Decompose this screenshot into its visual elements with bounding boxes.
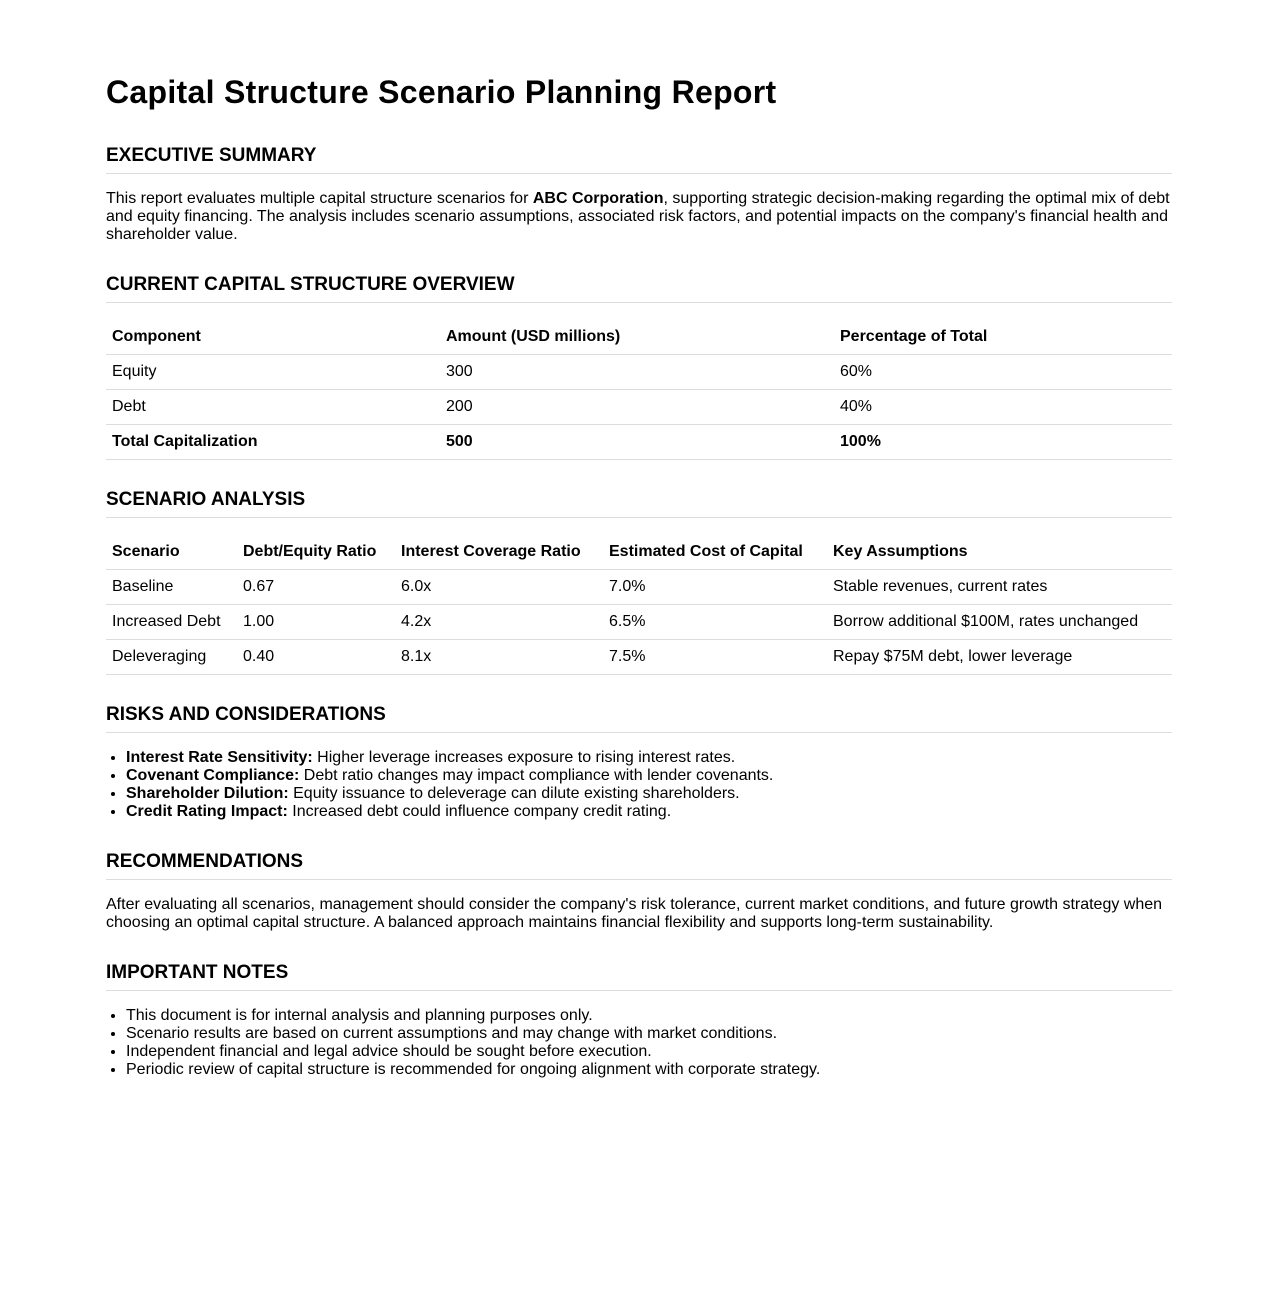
risk-label: Credit Rating Impact: [126, 803, 288, 820]
scenario-analysis-section [106, 489, 1172, 675]
table-cell: 0.40 [237, 640, 395, 675]
table-row [106, 390, 1172, 425]
table-header-row [106, 319, 1172, 355]
list-item [126, 749, 1172, 767]
recommendations-heading: RECOMMENDATIONS [106, 851, 1172, 880]
list-item: • Independent financial and legal advice should be sought before execution. [126, 1043, 1172, 1061]
current-structure-heading: CURRENT CAPITAL STRUCTURE OVERVIEW [106, 274, 1172, 303]
table-cell: Baseline [106, 570, 237, 605]
table-row [106, 570, 1172, 605]
table-cell: 0.67 [237, 570, 395, 605]
column-header: Amount (USD millions) [440, 319, 834, 355]
summary-text-after: , supporting strategic decision-making regarding the optimal mix of debt and equity financing. The analysis includes scenario assumptions, associated risk factors, and potential impacts on the company's financial health and shareholder value. [106, 190, 1170, 243]
notes-heading: IMPORTANT NOTES [106, 962, 1172, 991]
list-item [126, 767, 1172, 785]
total-row [106, 425, 1172, 460]
table-cell: 6.5% [603, 605, 827, 640]
risks-heading: RISKS AND CONSIDERATIONS [106, 704, 1172, 733]
risks-list [106, 749, 1172, 821]
table-cell: 500 [440, 425, 834, 460]
list-item: • This document is for internal analysis and planning purposes only. [126, 1007, 1172, 1025]
table-cell: Borrow additional $100M, rates unchanged [827, 605, 1172, 640]
table-cell: Equity [106, 355, 440, 390]
risk-text: Debt ratio changes may impact compliance with lender covenants. [299, 767, 774, 784]
table-cell: Debt [106, 390, 440, 425]
table-row [106, 355, 1172, 390]
risk-text: Higher leverage increases exposure to rising interest rates. [312, 749, 736, 766]
page-title: Capital Structure Scenario Planning Report [106, 74, 777, 110]
table-cell: Deleveraging [106, 640, 237, 675]
current-structure-section [106, 274, 1172, 460]
column-header: Key Assumptions [827, 534, 1172, 570]
table-cell: Stable revenues, current rates [827, 570, 1172, 605]
table-cell: 6.0x [395, 570, 603, 605]
column-header: Debt/Equity Ratio [237, 534, 395, 570]
executive-summary-heading: EXECUTIVE SUMMARY [106, 145, 1172, 174]
table-cell: 7.0% [603, 570, 827, 605]
table-cell: 1.00 [237, 605, 395, 640]
column-header: Estimated Cost of Capital [603, 534, 827, 570]
risk-text: Increased debt could influence company credit rating. [287, 803, 672, 820]
table-cell: 4.2x [395, 605, 603, 640]
risks-section [106, 704, 1172, 821]
risk-label: Shareholder Dilution: [126, 785, 289, 802]
table-cell: 8.1x [395, 640, 603, 675]
table-cell: 300 [440, 355, 834, 390]
scenario-analysis-table [106, 534, 1172, 675]
current-structure-table [106, 319, 1172, 460]
recommendations-section [106, 851, 1172, 932]
table-header-row [106, 534, 1172, 570]
table-cell: 7.5% [603, 640, 827, 675]
column-header: Component [106, 319, 440, 355]
list-item: • Periodic review of capital structure is recommended for ongoing alignment with corporate strategy. [126, 1061, 1172, 1079]
table-cell: Repay $75M debt, lower leverage [827, 640, 1172, 675]
company-name: ABC Corporation [532, 190, 664, 207]
table-cell: 200 [440, 390, 834, 425]
list-item: • Scenario results are based on current assumptions and may change with market conditions. [126, 1025, 1172, 1043]
risk-label: Covenant Compliance: [126, 767, 300, 784]
executive-summary-section [106, 145, 1172, 244]
table-row [106, 605, 1172, 640]
table-cell: Increased Debt [106, 605, 237, 640]
notes-section [106, 962, 1172, 1079]
risk-text: Equity issuance to deleverage can dilute existing shareholders. [288, 785, 740, 802]
table-cell: 60% [834, 355, 1172, 390]
column-header: Scenario [106, 534, 237, 570]
scenario-analysis-heading: SCENARIO ANALYSIS [106, 489, 1172, 518]
summary-text-before: This report evaluates multiple capital structure scenarios for [106, 190, 533, 207]
column-header: Percentage of Total [834, 319, 1172, 355]
table-row [106, 640, 1172, 675]
column-header: Interest Coverage Ratio [395, 534, 603, 570]
table-cell: 100% [834, 425, 1172, 460]
executive-summary-text [106, 190, 1172, 244]
recommendations-text: After evaluating all scenarios, management should consider the company's risk tolerance, current market conditions, and future growth strategy when choosing an optimal capital structure. A balanced approach maintains financial flexibility and supports long-term sustainability. [106, 896, 1163, 931]
list-item [126, 803, 1172, 821]
risk-label: Interest Rate Sensitivity: [126, 749, 313, 766]
notes-list [106, 1007, 1172, 1079]
table-cell: 40% [834, 390, 1172, 425]
list-item [126, 785, 1172, 803]
table-cell: Total Capitalization [106, 425, 440, 460]
